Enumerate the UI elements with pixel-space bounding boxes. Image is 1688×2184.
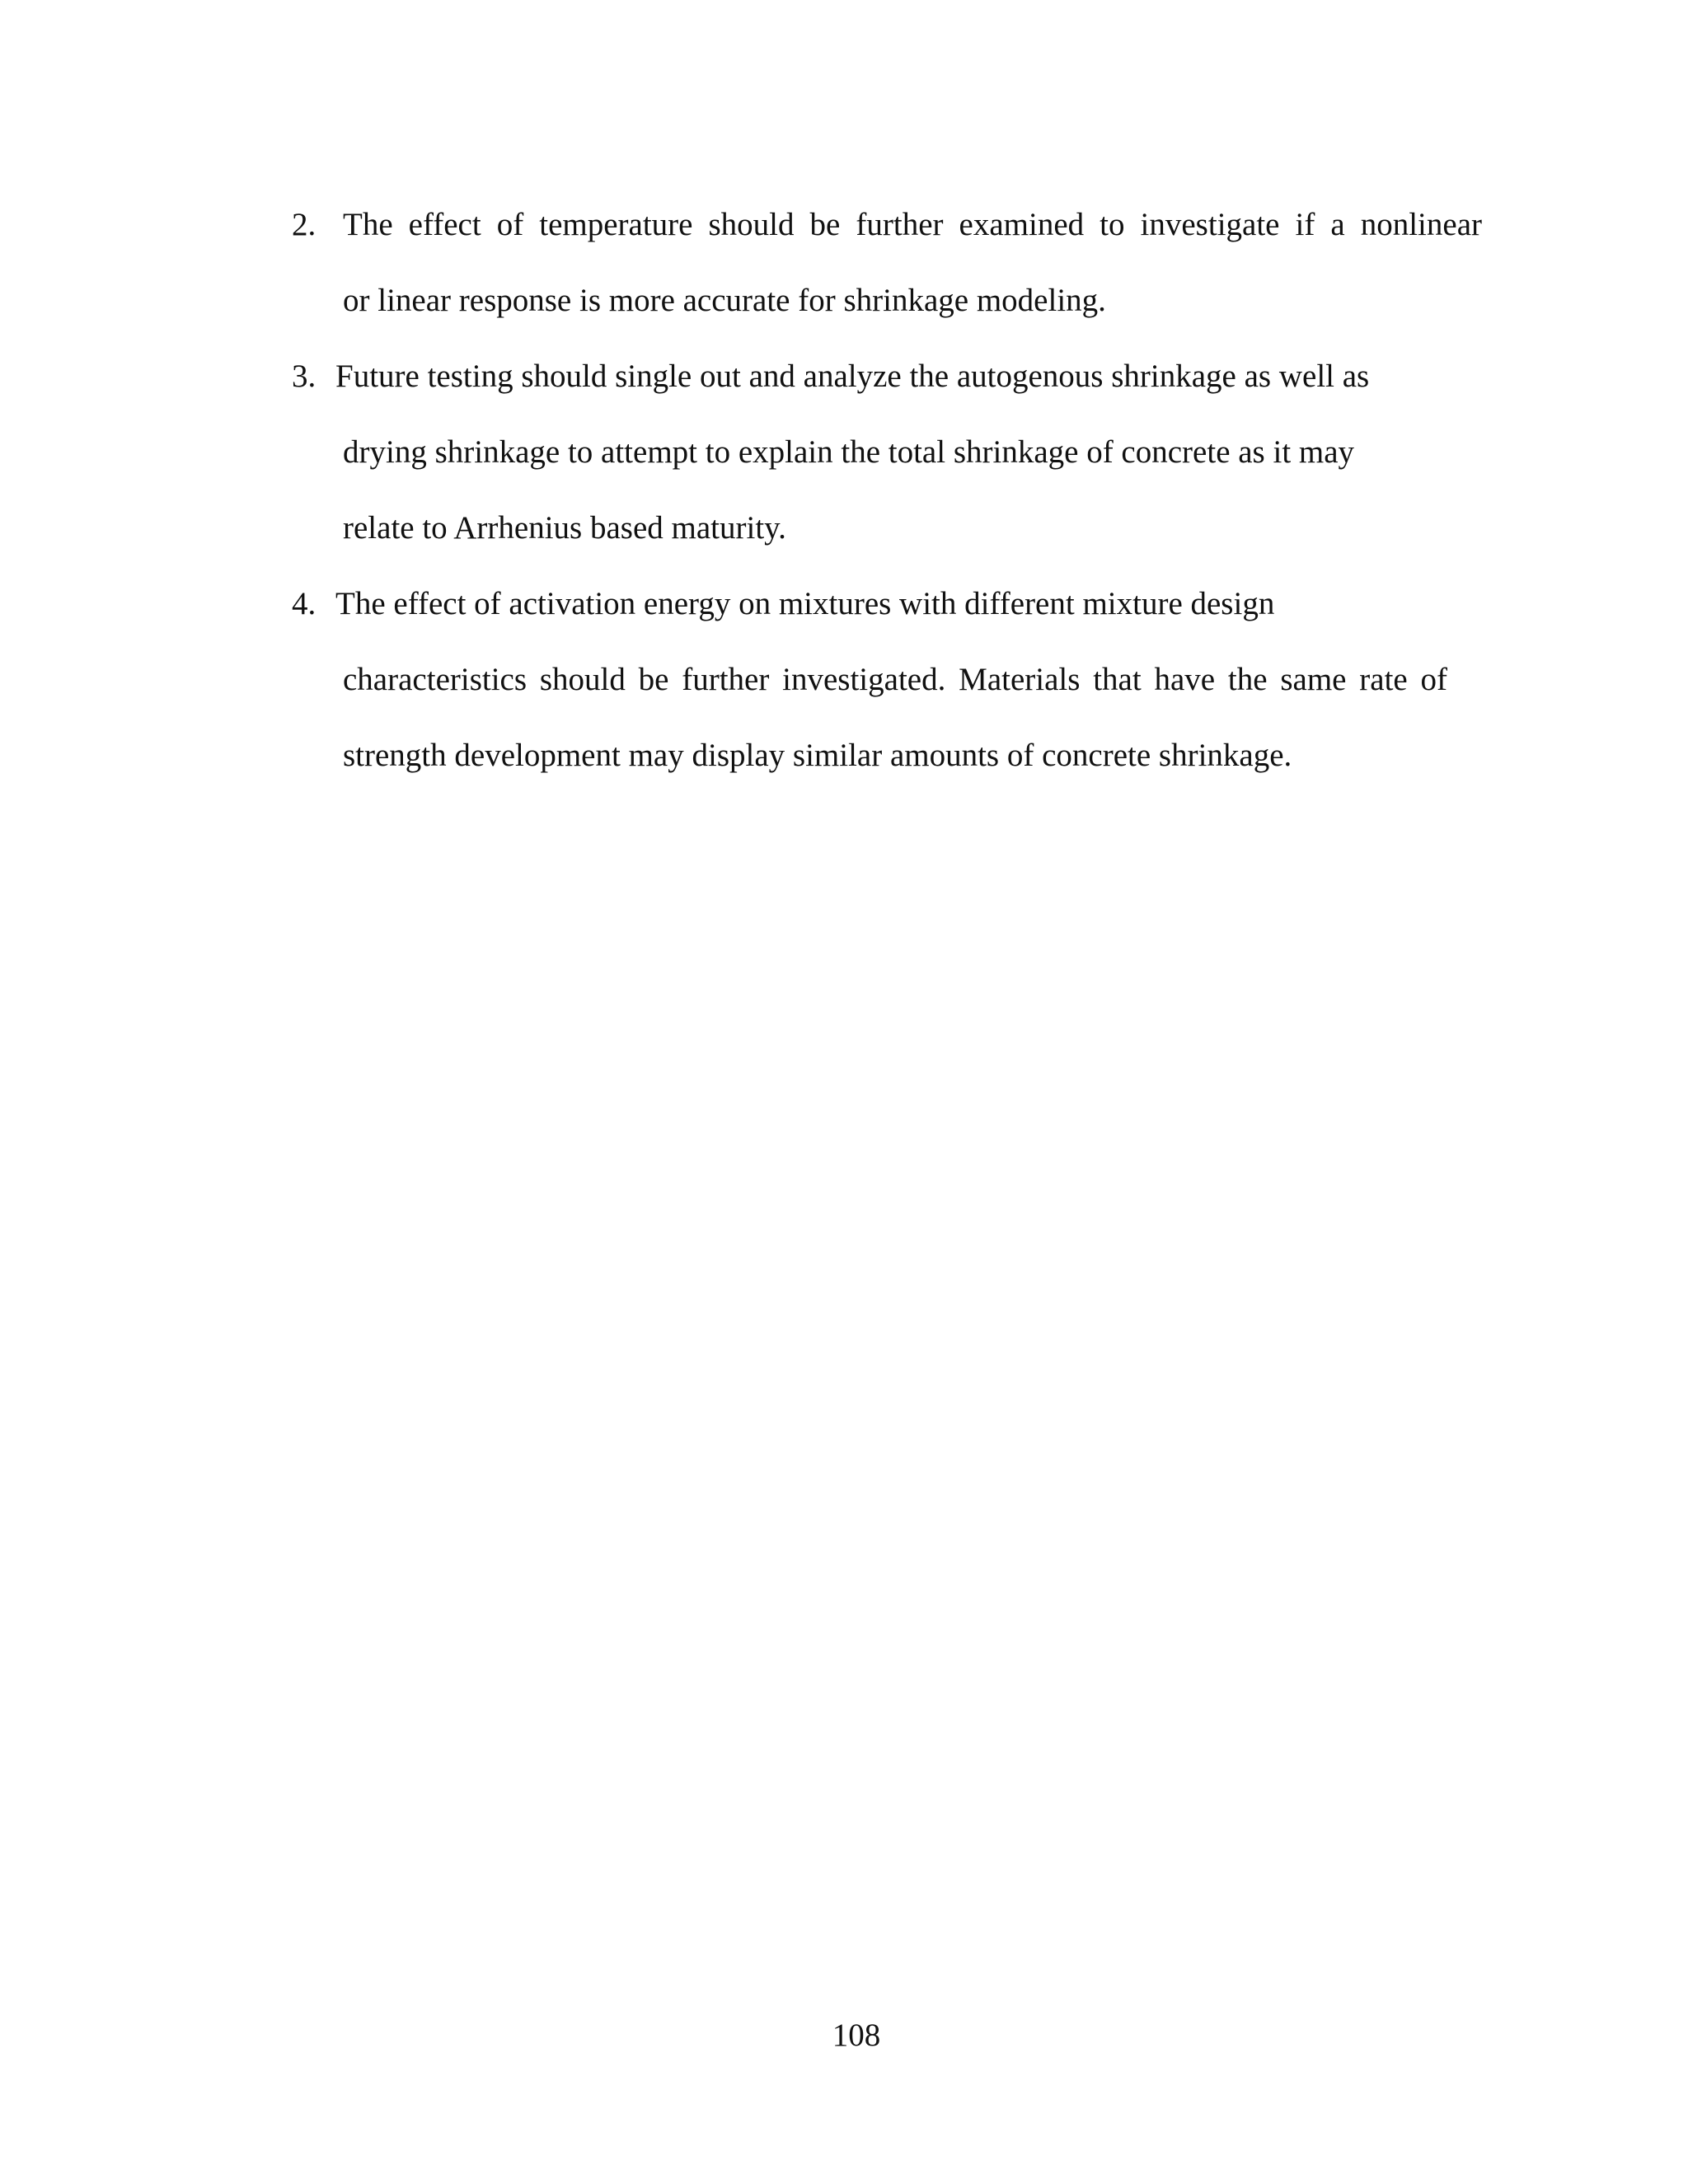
list-item-number: 4. bbox=[292, 586, 316, 621]
list-item-number: 2. bbox=[292, 207, 316, 242]
list-item-text bbox=[335, 566, 1447, 794]
list-item-text bbox=[343, 187, 1482, 339]
list-item-line: The effect of activation energy on mixtures with different mixture design bbox=[335, 586, 1275, 621]
list-item-line: drying shrinkage to attempt to explain the total shrinkage of concrete as it may bbox=[343, 434, 1355, 470]
list-item-line: Future testing should single out and analyze the autogenous shrinkage as well as bbox=[335, 359, 1370, 394]
list-item-number: 3. bbox=[292, 359, 316, 394]
list-item bbox=[292, 566, 1446, 794]
list-item-line: strength development may display similar amounts of concrete shrinkage. bbox=[343, 738, 1292, 773]
list-item-line: or linear response is more accurate for shrinkage modeling. bbox=[343, 283, 1106, 318]
list-item-line: characteristics should be further investigated. Materials that have the same rate of bbox=[343, 662, 1447, 697]
list-item-line: The effect of temperature should be further examined to investigate if a nonlinear bbox=[343, 207, 1482, 242]
list-item-text bbox=[335, 339, 1446, 566]
page-number: 108 bbox=[832, 2018, 881, 2053]
recommendations-list bbox=[292, 187, 1482, 794]
list-item bbox=[292, 187, 1482, 339]
list-item bbox=[292, 339, 1446, 566]
list-item-line: relate to Arrhenius based maturity. bbox=[343, 510, 786, 546]
